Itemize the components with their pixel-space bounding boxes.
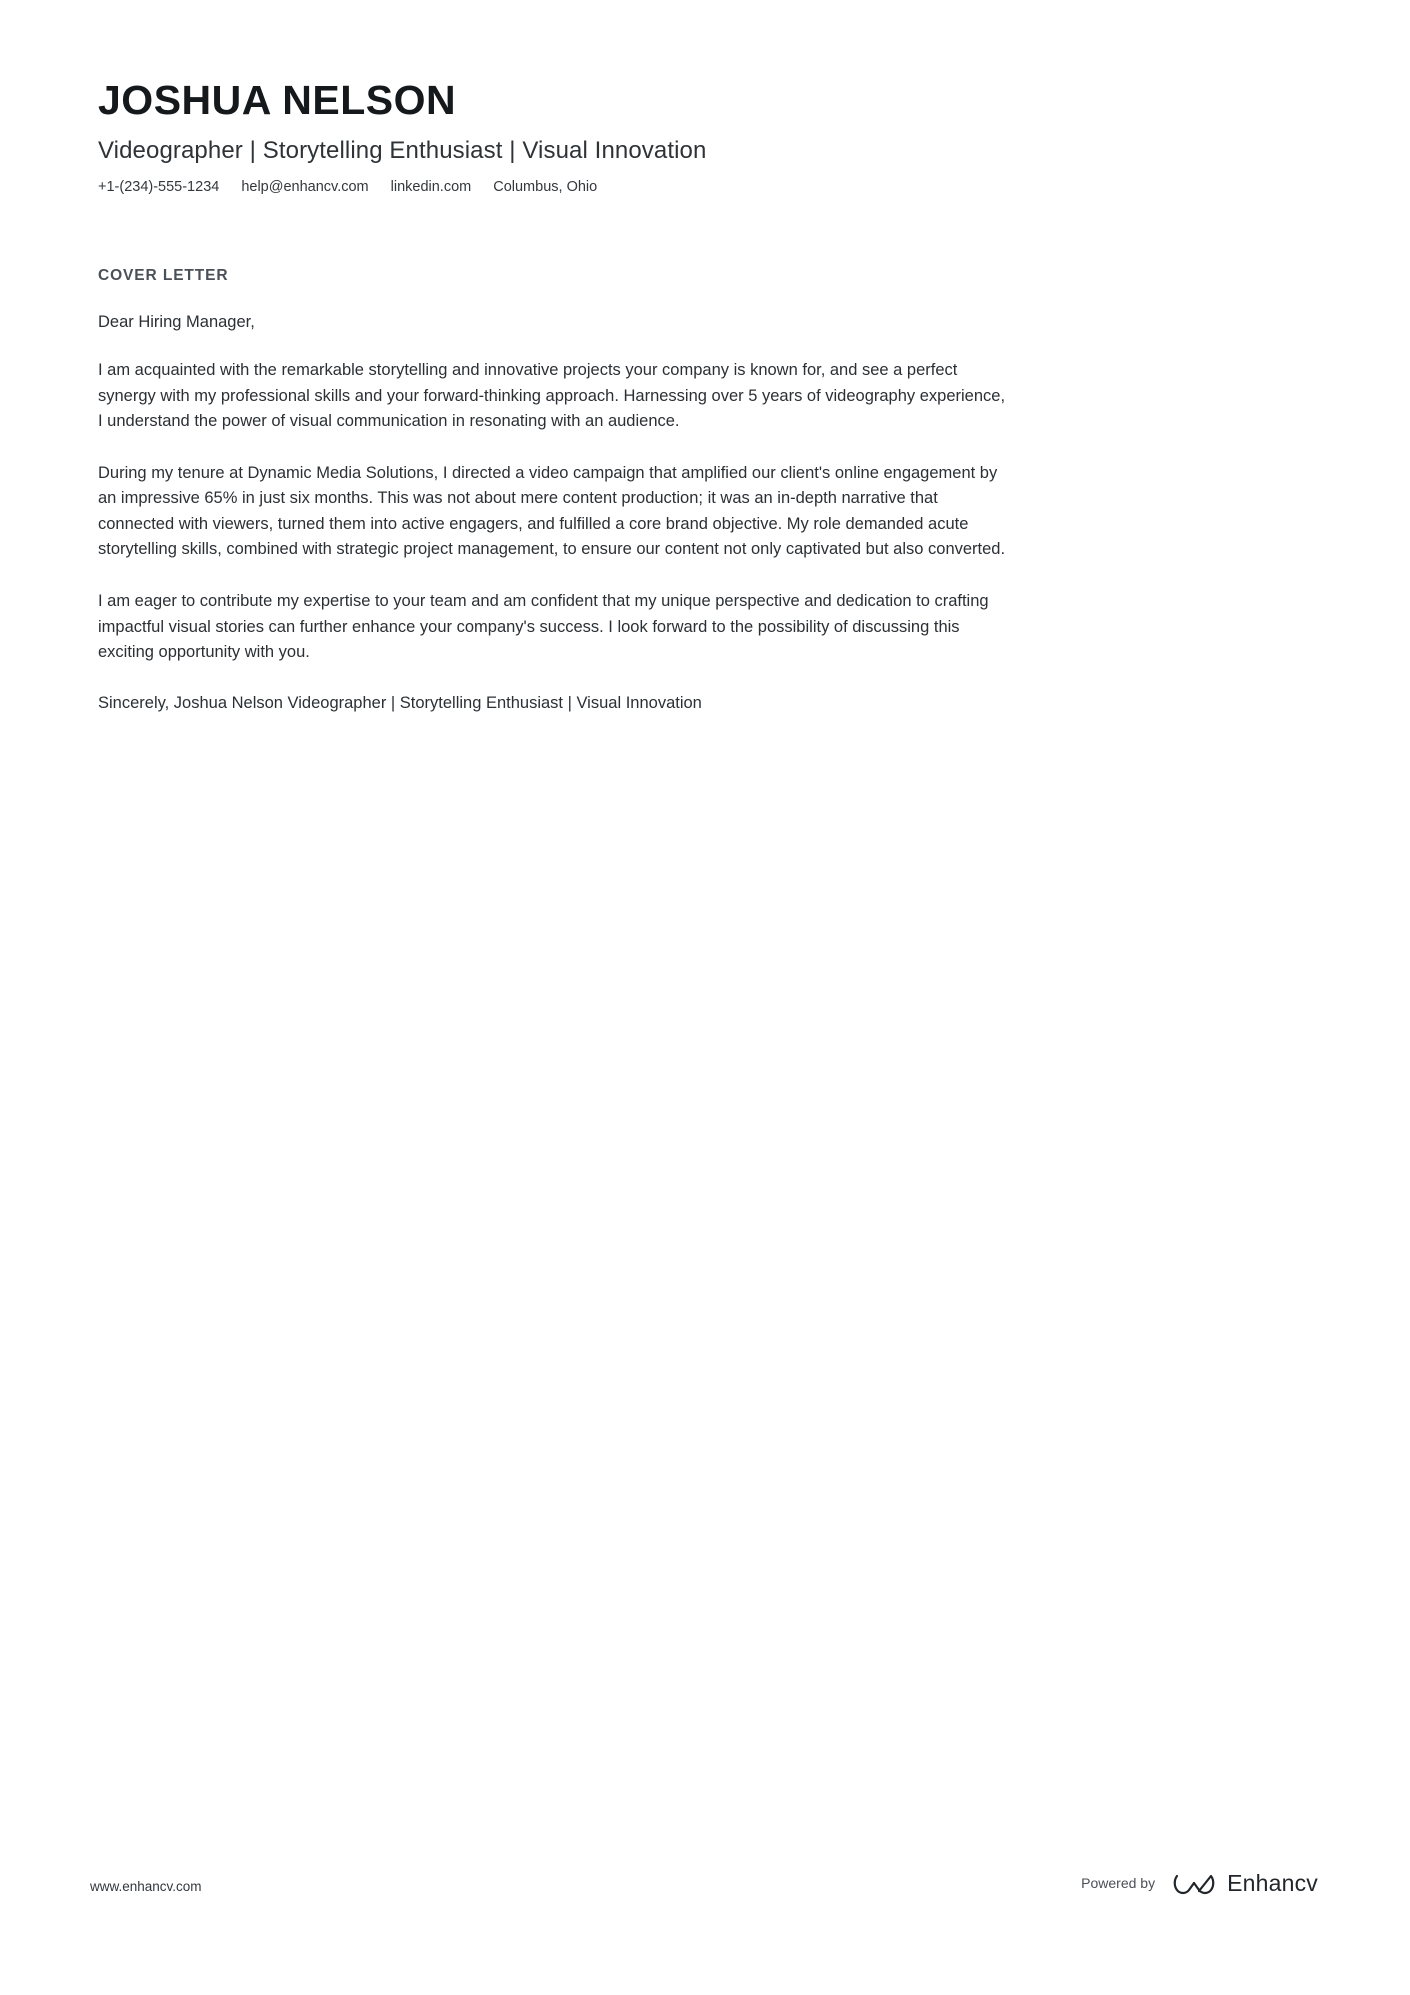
contact-info: [98, 179, 1013, 195]
body-paragraph-1: I am acquainted with the remarkable storytelling and innovative projects your company is known for, and see a perfect synergy with my professional skills and your forward-thinking approach. Harnessing over 5 years of videography experience, I understand the power of visual communication in resonating with an audience.: [98, 361, 1006, 431]
professional-headline: Videographer | Storytelling Enthusiast | Visual Innovation: [98, 137, 707, 165]
contact-location: Columbus, Ohio: [493, 179, 598, 196]
contact-linkedin[interactable]: linkedin.com: [390, 179, 472, 196]
page-title: JOSHUA NELSON: [98, 77, 457, 123]
section-heading-cover-letter: COVER LETTER: [98, 267, 229, 285]
document-content: [98, 78, 1013, 713]
footer-branding: [1081, 1869, 1318, 1897]
brand-name: Enhancv: [1227, 1869, 1318, 1896]
enhancv-logo-icon: [1173, 1869, 1217, 1897]
salutation: Dear Hiring Manager,: [98, 313, 255, 332]
powered-by-label: Powered by: [1081, 1875, 1156, 1891]
page-footer: [0, 1855, 1410, 1915]
contact-phone: +1-(234)-555-1234: [98, 179, 220, 196]
footer-website[interactable]: www.enhancv.com: [90, 1879, 202, 1894]
signoff: Sincerely, Joshua Nelson Videographer | Storytelling Enthusiast | Visual Innovation: [98, 693, 702, 712]
contact-email: help@enhancv.com: [241, 179, 369, 196]
body-paragraph-3: I am eager to contribute my expertise to your team and am confident that my unique perspective and dedication to crafting impactful visual stories can further enhance your company's success. I look forward to the possibility of discussing this exciting opportunity with you.: [98, 592, 989, 662]
body-paragraph-2: During my tenure at Dynamic Media Solutions, I directed a video campaign that amplified our client's online engagement by an impressive 65% in just six months. This was not about mere content production; it was an in-depth narrative that connected with viewers, turned them into active engagers, and fulfilled a core brand objective. My role demanded acute storytelling skills, combined with strategic project management, to ensure our content not only captivated but also converted.: [98, 463, 1006, 559]
